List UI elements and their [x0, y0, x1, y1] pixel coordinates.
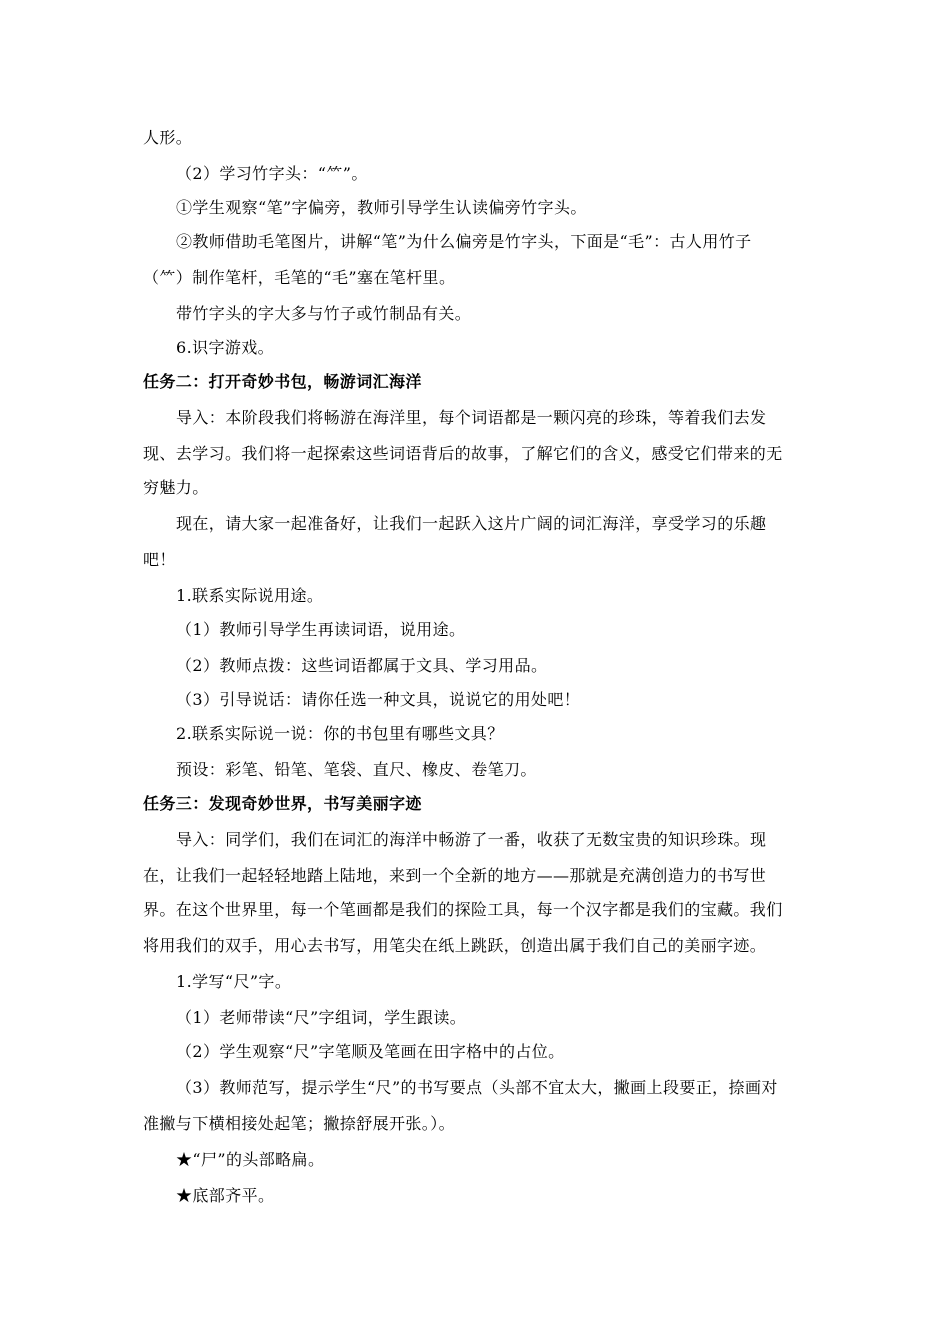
paragraph-line: 人形。 [143, 128, 193, 147]
paragraph-line: 穷魅力。 [143, 478, 209, 497]
paragraph-line: 1.联系实际说用途。 [176, 586, 324, 605]
paragraph-line: （3）教师范写，提示学生“尺”的书写要点（头部不宜太大，撇画上段要正，捺画对 [176, 1078, 778, 1097]
paragraph-line: 导入：本阶段我们将畅游在海洋里，每个词语都是一颗闪亮的珍珠，等着我们去发 [176, 408, 767, 427]
paragraph-line: （3）引导说话：请你任选一种文具，说说它的用处吧！ [176, 690, 581, 709]
paragraph-line: 带竹字头的字大多与竹子或竹制品有关。 [176, 304, 472, 323]
paragraph-line: 导入：同学们，我们在词汇的海洋中畅游了一番，收获了无数宝贵的知识珍珠。现 [176, 830, 767, 849]
paragraph-line: ★“尸”的头部略扁。 [176, 1150, 325, 1169]
paragraph-line: 1.学写“尺”字。 [176, 972, 292, 991]
paragraph-line: ①学生观察“笔”字偏旁，教师引导学生认读偏旁竹字头。 [176, 198, 587, 217]
paragraph-line: （1）老师带读“尺”字组词，学生跟读。 [176, 1008, 467, 1027]
section-heading-task-3: 任务三：发现奇妙世界，书写美丽字迹 [143, 794, 422, 813]
paragraph-line: （2）教师点拨：这些词语都属于文具、学习用品。 [176, 656, 548, 675]
paragraph-line: 准撇与下横相接处起笔；撇捺舒展开张。）。 [143, 1114, 456, 1133]
paragraph-line: （⺮）制作笔杆，毛笔的“毛”塞在笔杆里。 [143, 268, 456, 287]
paragraph-line: ★底部齐平。 [176, 1186, 275, 1205]
paragraph-line: 在，让我们一起轻轻地踏上陆地，来到一个全新的地方——那就是充满创造力的书写世 [143, 866, 767, 885]
paragraph-line: 2.联系实际说一说：你的书包里有哪些文具？ [176, 724, 504, 743]
paragraph-line: 吧！ [143, 550, 176, 569]
paragraph-line: 预设：彩笔、铅笔、笔袋、直尺、橡皮、卷笔刀。 [176, 760, 537, 779]
section-heading-task-2: 任务二：打开奇妙书包，畅游词汇海洋 [143, 372, 422, 391]
paragraph-line: 6.识字游戏。 [176, 338, 275, 357]
paragraph-line: （1）教师引导学生再读词语，说用途。 [176, 620, 466, 639]
paragraph-line: （2）学习竹字头：“⺮”。 [176, 164, 368, 183]
paragraph-line: ②教师借助毛笔图片，讲解“笔”为什么偏旁是竹字头，下面是“毛”：古人用竹子 [176, 232, 752, 251]
paragraph-line: 现在，请大家一起准备好，让我们一起跃入这片广阔的词汇海洋，享受学习的乐趣 [176, 514, 767, 533]
paragraph-line: 将用我们的双手，用心去书写，用笔尖在纸上跳跃，创造出属于我们自己的美丽字迹。 [143, 936, 767, 955]
paragraph-line: 界。在这个世界里，每一个笔画都是我们的探险工具，每一个汉字都是我们的宝藏。我们 [143, 900, 783, 919]
paragraph-line: 现、去学习。我们将一起探索这些词语背后的故事，了解它们的含义，感受它们带来的无 [143, 444, 783, 463]
paragraph-line: （2）学生观察“尺”字笔顺及笔画在田字格中的占位。 [176, 1042, 565, 1061]
